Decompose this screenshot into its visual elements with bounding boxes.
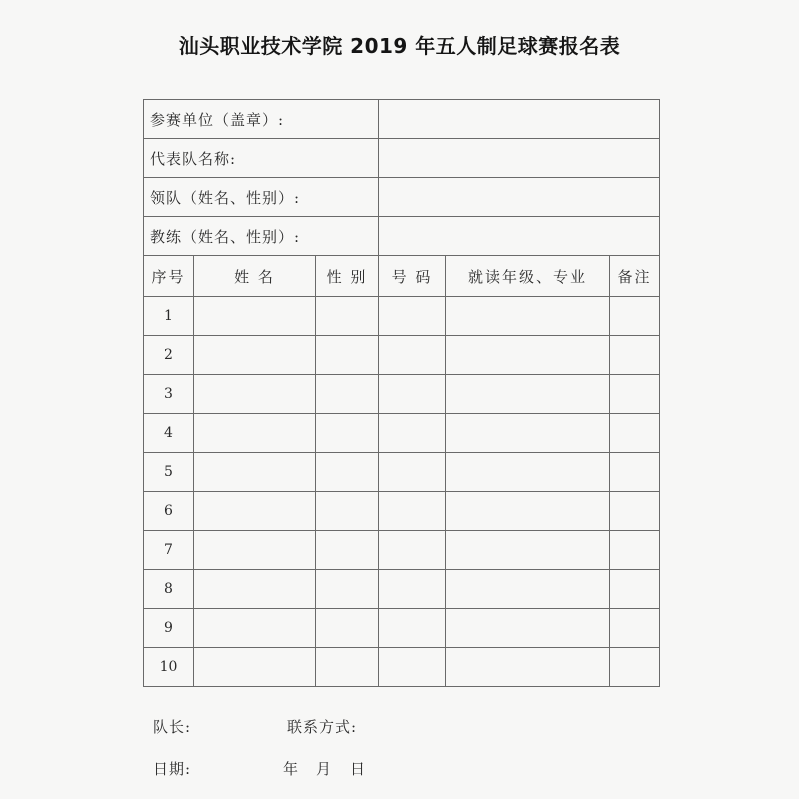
gender-cell[interactable] <box>316 570 379 609</box>
table-row <box>144 375 660 414</box>
table-row <box>144 492 660 531</box>
column-header-remarks: 备注 <box>610 256 660 297</box>
gender-cell[interactable] <box>316 375 379 414</box>
name-cell[interactable] <box>194 570 316 609</box>
column-header-gender: 性 别 <box>316 256 379 297</box>
jersey-cell[interactable] <box>379 336 446 375</box>
unit-field[interactable] <box>379 100 660 139</box>
info-row-coach <box>144 217 660 256</box>
remarks-cell[interactable] <box>610 297 660 336</box>
registration-table <box>143 99 660 687</box>
remarks-cell[interactable] <box>610 609 660 648</box>
gender-cell[interactable] <box>316 531 379 570</box>
remarks-cell[interactable] <box>610 570 660 609</box>
jersey-cell[interactable] <box>379 375 446 414</box>
gender-cell[interactable] <box>316 609 379 648</box>
date-month-label: 月 <box>316 760 333 778</box>
captain-label: 队长: <box>153 718 192 736</box>
remarks-cell[interactable] <box>610 414 660 453</box>
table-row <box>144 648 660 687</box>
grade-major-cell[interactable] <box>446 336 610 375</box>
grade-major-cell[interactable] <box>446 609 610 648</box>
coach-label: 教练（姓名、性别）: <box>144 217 379 256</box>
jersey-cell[interactable] <box>379 531 446 570</box>
grade-major-cell[interactable] <box>446 570 610 609</box>
jersey-cell[interactable] <box>379 414 446 453</box>
date-year-label: 年 <box>283 760 300 778</box>
row-number: 4 <box>144 414 194 453</box>
name-cell[interactable] <box>194 414 316 453</box>
table-row <box>144 414 660 453</box>
registration-table-wrapper <box>143 99 659 687</box>
column-header-name: 姓 名 <box>194 256 316 297</box>
remarks-cell[interactable] <box>610 648 660 687</box>
row-number: 8 <box>144 570 194 609</box>
remarks-cell[interactable] <box>610 453 660 492</box>
gender-cell[interactable] <box>316 336 379 375</box>
table-row <box>144 336 660 375</box>
name-cell[interactable] <box>194 375 316 414</box>
row-number: 6 <box>144 492 194 531</box>
row-number: 1 <box>144 297 194 336</box>
grade-major-cell[interactable] <box>446 414 610 453</box>
info-row-leader <box>144 178 660 217</box>
row-number: 10 <box>144 648 194 687</box>
team-name-field[interactable] <box>379 139 660 178</box>
table-row <box>144 531 660 570</box>
grade-major-cell[interactable] <box>446 375 610 414</box>
table-row <box>144 297 660 336</box>
gender-cell[interactable] <box>316 453 379 492</box>
date-label: 日期: <box>153 760 192 778</box>
info-row-team-name <box>144 139 660 178</box>
column-header-grade-major: 就读年级、专业 <box>446 256 610 297</box>
jersey-cell[interactable] <box>379 648 446 687</box>
name-cell[interactable] <box>194 453 316 492</box>
jersey-cell[interactable] <box>379 297 446 336</box>
table-row <box>144 453 660 492</box>
name-cell[interactable] <box>194 648 316 687</box>
grade-major-cell[interactable] <box>446 297 610 336</box>
team-name-label: 代表队名称: <box>144 139 379 178</box>
name-cell[interactable] <box>194 297 316 336</box>
page-title: 汕头职业技术学院 2019 年五人制足球赛报名表 <box>178 34 621 58</box>
leader-label: 领队（姓名、性别）: <box>144 178 379 217</box>
gender-cell[interactable] <box>316 414 379 453</box>
leader-field[interactable] <box>379 178 660 217</box>
grade-major-cell[interactable] <box>446 492 610 531</box>
grade-major-cell[interactable] <box>446 648 610 687</box>
name-cell[interactable] <box>194 609 316 648</box>
remarks-cell[interactable] <box>610 531 660 570</box>
jersey-cell[interactable] <box>379 570 446 609</box>
jersey-cell[interactable] <box>379 609 446 648</box>
table-header-row <box>144 256 660 297</box>
date-day-label: 日 <box>350 760 367 778</box>
gender-cell[interactable] <box>316 297 379 336</box>
column-header-number: 序号 <box>144 256 194 297</box>
table-row <box>144 609 660 648</box>
name-cell[interactable] <box>194 531 316 570</box>
grade-major-cell[interactable] <box>446 531 610 570</box>
row-number: 9 <box>144 609 194 648</box>
grade-major-cell[interactable] <box>446 453 610 492</box>
column-header-jersey: 号 码 <box>379 256 446 297</box>
info-row-unit <box>144 100 660 139</box>
jersey-cell[interactable] <box>379 492 446 531</box>
remarks-cell[interactable] <box>610 375 660 414</box>
row-number: 2 <box>144 336 194 375</box>
name-cell[interactable] <box>194 492 316 531</box>
row-number: 3 <box>144 375 194 414</box>
remarks-cell[interactable] <box>610 492 660 531</box>
gender-cell[interactable] <box>316 492 379 531</box>
coach-field[interactable] <box>379 217 660 256</box>
jersey-cell[interactable] <box>379 453 446 492</box>
table-row <box>144 570 660 609</box>
contact-label: 联系方式: <box>287 718 358 736</box>
row-number: 5 <box>144 453 194 492</box>
name-cell[interactable] <box>194 336 316 375</box>
unit-label: 参赛单位（盖章）: <box>144 100 379 139</box>
gender-cell[interactable] <box>316 648 379 687</box>
row-number: 7 <box>144 531 194 570</box>
remarks-cell[interactable] <box>610 336 660 375</box>
